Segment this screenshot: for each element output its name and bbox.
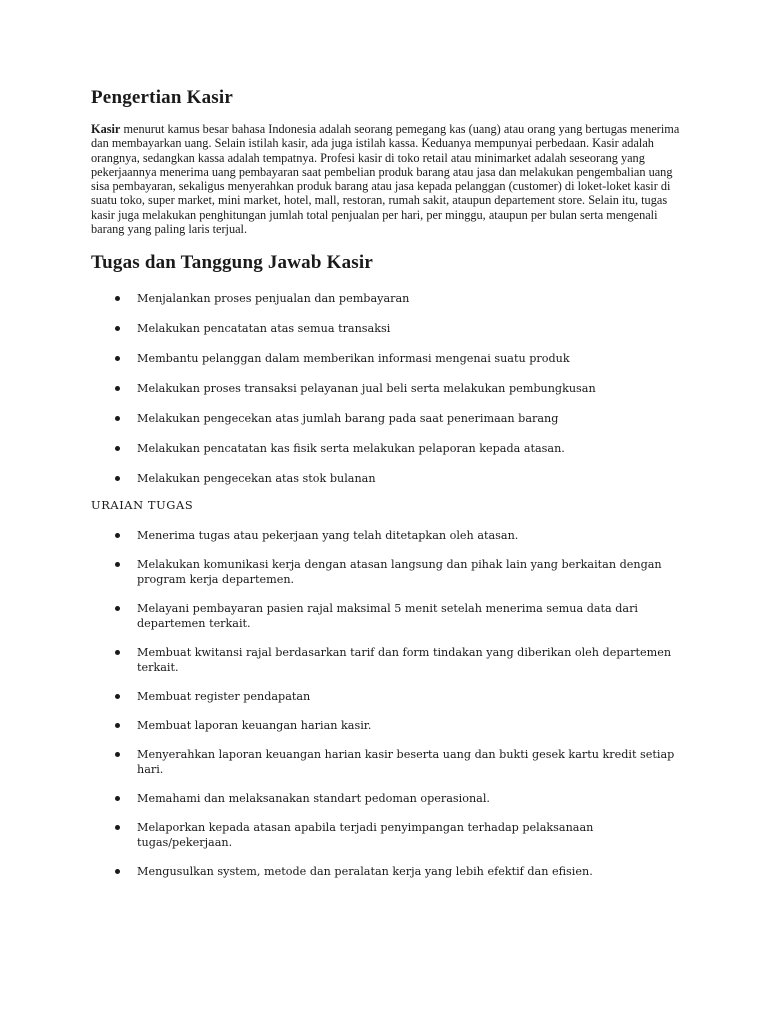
bullet-icon xyxy=(115,416,120,421)
bullet-icon xyxy=(115,796,120,801)
heading-pengertian-kasir: Pengertian Kasir xyxy=(91,87,233,108)
list-item: Membantu pelanggan dalam memberikan informasi mengenai suatu produk xyxy=(91,351,682,366)
bullet-icon xyxy=(115,533,120,538)
document-page xyxy=(91,86,681,893)
list-item: Melakukan pencatatan kas fisik serta melakukan pelaporan kepada atasan. xyxy=(91,441,682,456)
list-item: Menjalankan proses penjualan dan pembayaran xyxy=(91,291,682,306)
duties-list xyxy=(91,528,681,879)
list-item: Memahami dan melaksanakan standart pedoman operasional. xyxy=(91,791,682,806)
bullet-icon xyxy=(115,326,120,331)
list-item: Melayani pembayaran pasien rajal maksimal 5 menit setelah menerima semua data dari departemen terkait. xyxy=(91,601,682,631)
bullet-icon xyxy=(115,869,120,874)
bullet-icon xyxy=(115,562,120,567)
bullet-icon xyxy=(115,752,120,757)
list-item: Membuat kwitansi rajal berdasarkan tarif dan form tindakan yang diberikan oleh departemen terkait. xyxy=(91,645,682,675)
list-item: Melakukan pengecekan atas jumlah barang pada saat penerimaan barang xyxy=(91,411,682,426)
heading-uraian-tugas: URAIAN TUGAS xyxy=(91,498,194,513)
list-item: Melaporkan kepada atasan apabila terjadi penyimpangan terhadap pelaksanaan tugas/pekerjaan. xyxy=(91,820,682,850)
list-item: Menyerahkan laporan keuangan harian kasir beserta uang dan bukti gesek kartu kredit setiap hari. xyxy=(91,747,682,777)
bullet-icon xyxy=(115,650,120,655)
list-item: Menerima tugas atau pekerjaan yang telah ditetapkan oleh atasan. xyxy=(91,528,682,543)
bullet-icon xyxy=(115,386,120,391)
intro-body: menurut kamus besar bahasa Indonesia adalah seorang pemegang kas (uang) atau orang yang bertugas menerima dan membayarkan uang. Selain istilah kasir, ada juga istilah kassa. Keduanya mempunyai perbedaan. Kasir adalah orangnya, sedangkan kassa adalah tempatnya. Profesi kasir di toko retail atau minimarket adalah seseorang yang pekerjaannya menerima uang pembayaran saat pembelian produk barang atau jasa dan melakukan pengembalian uang sisa pembayaran, sekaligus menyerahkan produk barang atau jasa kepada pelanggan (customer) di loket-loket kasir di suatu toko, super market, mini market, hotel, mall, restoran, rumah sakit, ataupun departement store. Selain itu, tugas kasir juga melakukan penghitungan jumlah total penjualan per hari, per minggu, ataupun per bulan serta mengenali barang yang paling laris terjual. xyxy=(91,122,680,237)
list-item: Melakukan komunikasi kerja dengan atasan langsung dan pihak lain yang berkaitan dengan program kerja departemen. xyxy=(91,557,682,587)
bullet-icon xyxy=(115,476,120,481)
bullet-icon xyxy=(115,723,120,728)
bullet-icon xyxy=(115,446,120,451)
bullet-icon xyxy=(115,606,120,611)
list-item: Mengusulkan system, metode dan peralatan kerja yang lebih efektif dan efisien. xyxy=(91,864,682,879)
intro-paragraph xyxy=(91,122,681,236)
intro-lead-word: Kasir xyxy=(91,122,121,136)
list-item: Melakukan pencatatan atas semua transaksi xyxy=(91,321,682,336)
tasks-list xyxy=(91,291,681,486)
list-item: Membuat register pendapatan xyxy=(91,689,682,704)
list-item: Melakukan pengecekan atas stok bulanan xyxy=(91,471,682,486)
list-item: Melakukan proses transaksi pelayanan jual beli serta melakukan pembungkusan xyxy=(91,381,682,396)
bullet-icon xyxy=(115,825,120,830)
bullet-icon xyxy=(115,296,120,301)
bullet-icon xyxy=(115,356,120,361)
heading-tugas-tanggung-jawab: Tugas dan Tanggung Jawab Kasir xyxy=(91,252,373,274)
bullet-icon xyxy=(115,694,120,699)
list-item: Membuat laporan keuangan harian kasir. xyxy=(91,718,682,733)
